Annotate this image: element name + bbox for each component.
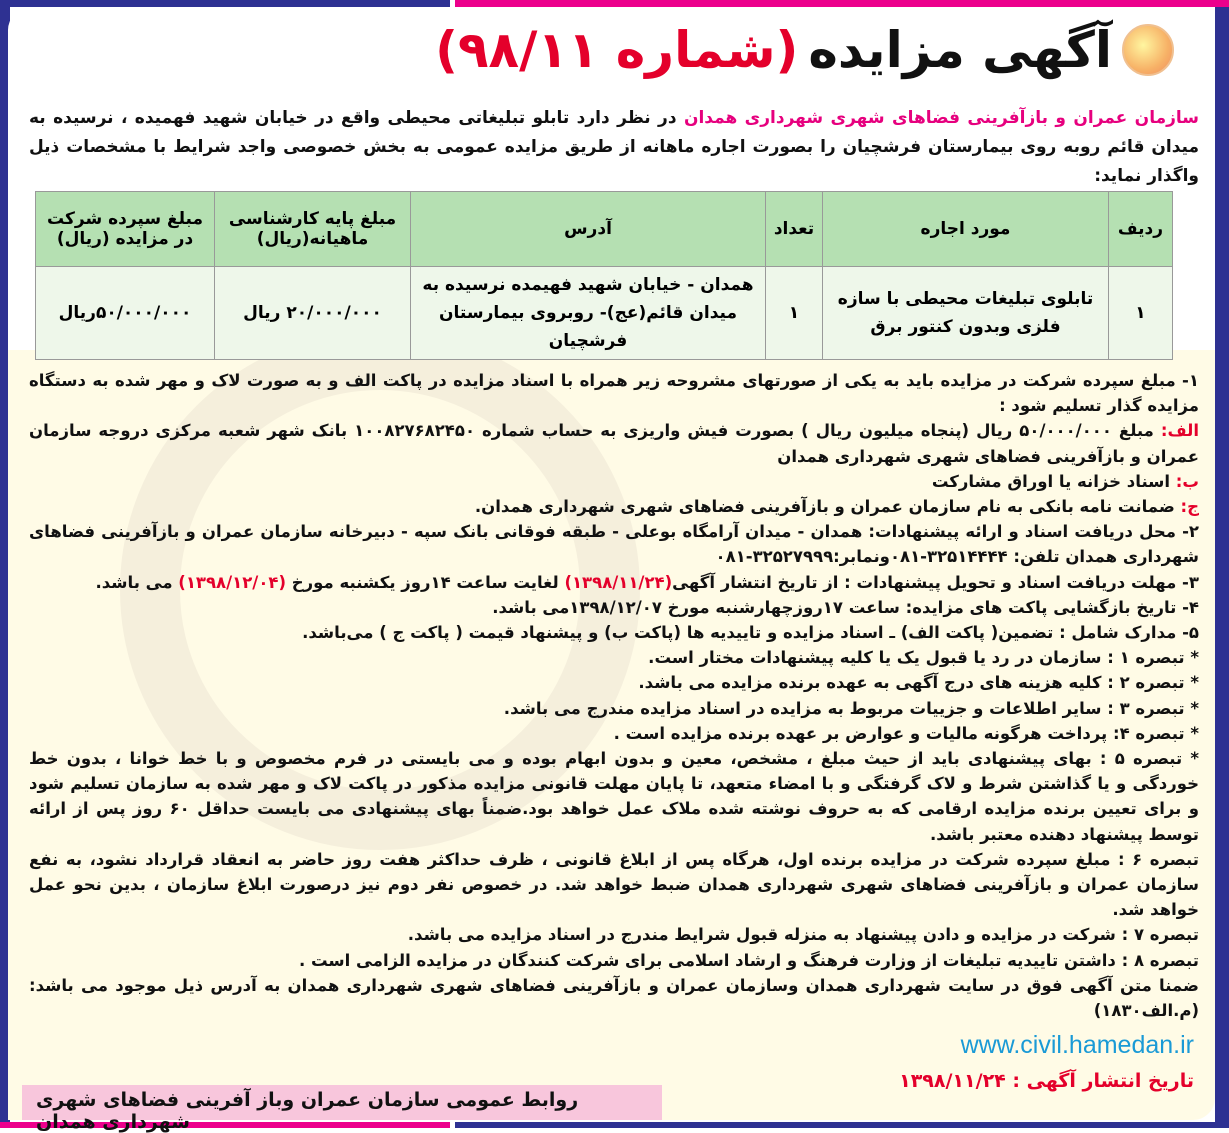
condition-paragraph — [29, 469, 1199, 494]
condition-paragraph — [29, 368, 1199, 418]
condition-text: ضمانت نامه بانکی به نام سازمان عمران و بازآفرینی فضاهای شهری شهرداری همدان. — [474, 497, 1175, 517]
conditions-text — [29, 368, 1199, 1023]
highlight-text: الف: — [1153, 421, 1199, 441]
condition-text: * تبصره ۴: پرداخت هرگونه مالیات و عوارض بر عهده برنده مزایده است . — [613, 723, 1199, 743]
col-header: مبلغ سپرده شرکت در مزایده (ریال) — [36, 192, 215, 267]
condition-text: ضمنا متن آگهی فوق در سایت شهرداری همدان وسازمان عمران و بازآفرینی فضاهای شهری شهرداری همدان به آدرس ذیل موجود می باشد:(م.الف۱۸۳۰) — [29, 975, 1199, 1021]
ad-title: آگهی مزایده — [808, 21, 1112, 79]
bottom-bar-blue — [455, 1122, 1229, 1128]
condition-paragraph — [29, 721, 1199, 746]
intro-text: در نظر دارد تابلو تبلیغاتی محیطی واقع در خیابان شهید فهمیده ، نرسیده به میدان قائم روبه روی بیمارستان فرشچیان را بصورت اجاره ماهانه از طریق مزایده عمومی به بخش خصوصی واجد شرایط با مشخصات ذیل واگذار نماید: — [29, 108, 1199, 186]
condition-paragraph — [29, 595, 1199, 620]
table-cell: ۱ — [1109, 267, 1173, 360]
condition-text: * تبصره ۲ : کلیه هزینه های درج آگهی به عهده برنده مزایده می باشد. — [638, 673, 1199, 693]
table-header-row — [36, 192, 1173, 267]
table-cell: ۵۰/۰۰۰/۰۰۰ریال — [36, 267, 215, 360]
footer-banner — [22, 1085, 662, 1133]
condition-text: اسناد خزانه یا اوراق مشارکت — [931, 471, 1171, 491]
col-header: مورد اجاره — [823, 192, 1109, 267]
table-cell: ۱ — [766, 267, 823, 360]
condition-text: * تبصره ۵ : بهای پیشنهادی باید از حیث مبلغ ، مشخص، معین و بدون ابهام بوده و می بایستی در فرم مخصوص و با خط خوانا ، بدون خط خوردگی و یا گذاشتن شرط و لاک گرفتگی و با امضاء متعهد، تا پایان مهلت قانونی مزایده مذکور در پاکت لاک و مهر شده به سازمان تسلیم شود و برای تعیین برنده مزایده ارقامی که به حروف نوشته شده ملاک عمل خواهد بود.ضمناً بهای پیشنهادی می بایست حداقل ۶۰ روز پس از ارائه توسط پیشنهاد دهنده معتبر باشد. — [29, 749, 1200, 844]
condition-text: مبلغ ۵۰/۰۰۰/۰۰۰ ریال (پنجاه میلیون ریال ) بصورت فیش واریزی به حساب شماره ۱۰۰۸۲۷۶۸۲۴۵۰ بانک شهر شعبه مرکزی دروجه سازمان عمران و بازآفرینی فضاهای شهری شهرداری همدان — [29, 421, 1199, 466]
condition-text: * تبصره ۱ : سازمان در رد یا قبول یک یا کلیه پیشنهادات مختار است. — [648, 648, 1199, 668]
condition-text: ۴- تاریخ بازگشایی پاکت های مزایده: ساعت ۱۷روزچهارشنبه مورخ ۱۳۹۸/۱۲/۰۷می باشد. — [492, 597, 1199, 617]
condition-text: تبصره ۶ : مبلغ سپرده شرکت در مزایده برنده اول، هرگاه پس از ابلاغ قانونی ، ظرف حداکثر هفت روز حاضر به انعقاد قرارداد نشود، به نفع سازمان عمران و بازآفرینی فضاهای شهری شهرداری همدان ضبط خواهد شد. در خصوص نفر دوم نیز درصورت ابلاغ سازمان ، بدین نحو عمل خواهد شد. — [29, 849, 1199, 920]
condition-paragraph — [29, 620, 1199, 645]
condition-paragraph — [29, 847, 1199, 923]
condition-text: ۱- مبلغ سپرده شرکت در مزایده باید به یکی از صورتهای مشروحه زیر همراه با اسناد مزایده در پاکت الف و به صورت لاک و مهر شده به دستگاه مزایده گذار تسلیم شود : — [29, 371, 1199, 416]
intro-paragraph — [29, 104, 1199, 191]
condition-paragraph — [29, 948, 1199, 973]
website-link[interactable]: www.civil.hamedan.ir — [960, 1031, 1194, 1059]
sun-icon — [1122, 24, 1174, 76]
highlight-text: (۱۳۹۸/۱۲/۰۴) — [178, 572, 287, 592]
condition-text: * تبصره ۳ : سایر اطلاعات و جزییات مربوط به مزایده در اسناد مزایده مندرج می باشد. — [503, 698, 1199, 718]
highlight-text: ج: — [1174, 497, 1199, 517]
condition-paragraph — [29, 570, 1199, 595]
publish-date: تاریخ انتشار آگهی : ۱۳۹۸/۱۱/۲۴ — [899, 1070, 1194, 1092]
lease-table — [35, 191, 1173, 360]
condition-paragraph — [29, 696, 1199, 721]
col-header: تعداد — [766, 192, 823, 267]
condition-text: می باشد. — [95, 572, 179, 592]
frame-right — [1215, 0, 1229, 1128]
top-bar-blue — [0, 0, 450, 7]
ad-header — [435, 10, 1174, 90]
condition-paragraph — [29, 973, 1199, 1023]
table-row — [36, 267, 1173, 360]
table-cell: همدان - خیابان شهید فهیمده نرسیده به میدان قائم(عج)- روبروی بیمارستان فرشچیان — [411, 267, 766, 360]
col-header: آدرس — [411, 192, 766, 267]
highlight-text: ب: — [1170, 471, 1199, 491]
condition-paragraph — [29, 746, 1199, 847]
condition-text: ۲- محل دریافت اسناد و ارائه پیشنهادات: همدان - میدان آرامگاه بوعلی - طبقه فوقانی بانک سپه - دبیرخانه سازمان عمران و بازآفرینی فضاهای شهرداری همدان تلفن: ۳۲۵۱۴۴۴۴-۰۸۱ونمابر:۳۲۵۲۷۹۹۹-۰۸۱ — [29, 522, 1199, 567]
condition-text: لغایت ساعت ۱۴روز یکشنبه مورخ — [286, 572, 565, 592]
condition-text: تبصره ۷ : شرکت در مزایده و دادن پیشنهاد به منزله قبول شرایط مندرج در اسناد مزایده می باشد. — [407, 925, 1199, 945]
condition-text: ۵- مدارک شامل : تضمین( پاکت الف) ـ اسناد مزایده و تاییدیه ها (پاکت ب) و پیشنهاد قیمت ( پاکت ج ) می‌باشد. — [302, 623, 1199, 643]
footer-text: روابط عمومی سازمان عمران وباز آفرینی فضاهای شهری شهرداری همدان — [36, 1089, 579, 1133]
condition-text: تبصره ۸ : داشتن تاییدیه تبلیغات از وزارت فرهنگ و ارشاد اسلامی برای شرکت کنندگان در مزایده الزامی است . — [298, 950, 1199, 970]
condition-paragraph — [29, 494, 1199, 519]
table-cell: ۲۰/۰۰۰/۰۰۰ ریال — [215, 267, 411, 360]
table-cell: تابلوی تبلیغات محیطی با سازه فلزی وبدون کنتور برق — [823, 267, 1109, 360]
top-bar-pink — [455, 0, 1229, 7]
ad-number: (شماره ۹۸/۱۱) — [435, 21, 799, 79]
intro-org: سازمان عمران و بازآفرینی فضاهای شهری شهرداری همدان — [683, 108, 1199, 128]
col-header: مبلغ پایه کارشناسی ماهیانه(ریال) — [215, 192, 411, 267]
condition-text: ۳- مهلت دریافت اسناد و تحویل پیشنهادات : از تاریخ انتشار آگهی — [672, 572, 1199, 592]
condition-paragraph — [29, 922, 1199, 947]
condition-paragraph — [29, 519, 1199, 569]
highlight-text: (۱۳۹۸/۱۱/۲۴) — [564, 572, 673, 592]
condition-paragraph — [29, 645, 1199, 670]
condition-paragraph — [29, 670, 1199, 695]
col-header: ردیف — [1109, 192, 1173, 267]
condition-paragraph — [29, 418, 1199, 468]
